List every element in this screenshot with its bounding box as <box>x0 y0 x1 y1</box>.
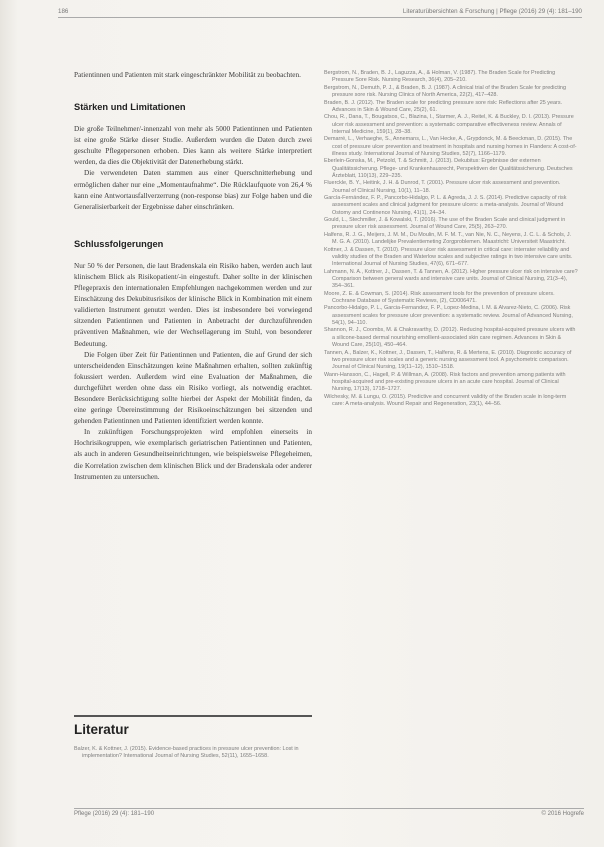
strengths-paragraph-2: Die verwendeten Daten stammen aus einer Querschnitterhebung und ermöglichen daher nur eine „Momentaufnahme“. Die Rücklaufquote von 26,4 % kann eine Antwortausfallverzerrung (non-response bias) zur Folge haben und die Generalisierbarkeit der Ergebnisse daher einschränken. <box>74 169 312 211</box>
literature-list-left <box>74 746 312 761</box>
page-footer <box>74 811 584 821</box>
section-heading-strengths: Stärken und Limitationen <box>74 102 186 113</box>
reference-item: Fluerckle, B. Y., Heitink, J. H. & Dunrod, T. (2001). Pressure ulcer risk assessment and prevention. Journal of Clinical Nursing, 10(1), 11–18. <box>324 180 561 194</box>
intro-paragraph: Patientinnen und Patienten mit stark eingeschränkter Mobilität zu beobachten. <box>74 71 301 79</box>
section-heading-conclusions: Schlussfolgerungen <box>74 238 164 249</box>
conclusions-paragraph-2: Die Folgen über Zeit für Patientinnen und Patienten, die auf Grund der sich unterscheidenden Einschätzungen keine Maßnahmen erhalten, sollten zukünftig fokussiert werden. Außerdem wird eine Evaluation der Maßnahmen, die durchgeführt werden ohne dass ein Risiko vorliegt, als notwendig erachtet. Besondere Berücksichtigung sollte hierbei der Aspekt der Mobilität finden, da eine geringe Übereinstimmung der Risikoeinschätzungen bei sitzenden und gehenden Patientinnen und Patienten identifiziert werden konnte. <box>74 350 312 426</box>
conclusions-paragraph-3: In zukünftigen Forschungsprojekten wird empfohlen einerseits in Hochrisikogruppen, wie exemplarisch geriatrischen Patientinnen und Patienten, als auch in anderen Gesundheitseinrichtungen, wie beispielsweise Pflegeheimen, die Korrelation zwischen dem klinischen Blick und der Bradenskala oder anderer Instrumenten zu untersuchen. <box>74 428 312 481</box>
footer-citation: Pflege (2016) 29 (4): 181–190 <box>74 811 155 817</box>
reference-item: Gould, L., Stechmiller, J. & Kowalski, T. (2016). The use of the Braden Scale and clinical judgment in pressure ulcer risk assessment. Journal of Wound Care, 25(5), 263–270. <box>324 217 566 231</box>
reference-item: Wann-Hansson, C., Hagell, P. & Willman, A. (2008). Risk factors and prevention among patients with hospital-acquired and pre-existing pressure ulcers in an acute care hospital. Journal of Clinical Nursing, 17(13), 1718–1727. <box>324 371 566 393</box>
literature-heading-bar <box>74 715 312 717</box>
journal-running-title: Literaturübersichten & Forschung | Pflege (2016) 29 (4): 181–190 <box>402 8 582 15</box>
reference-item: Demarré, L., Verhaeghe, S., Annemans, L., Van Hecke, A., Grypdonck, M. & Beeckman, D. (2015). The cost of pressure ulcer prevention and treatment in hospitals and nursing homes in Flanders: A cost-of-illness study. International Journal of Nursing Studies, 52(7), 1166–1179. <box>324 136 577 157</box>
header-rule <box>58 17 582 18</box>
right-column-references <box>324 70 578 408</box>
conclusions-paragraph-1: Nur 50 % der Personen, die laut Bradenskala ein Risiko haben, werden auch laut klinischem Blick als Risikopatient/-in eingestuft. Daher sollte in der klinischen Pflegepraxis den internationalen Empfehlungen nachgekommen werden und zur Einschätzung des Dekubitusrisikos der klinische Blick in Kombination mit einem validierten Instrument genutzt werden. Dies ist insbesondere bei vorwiegend sitzenden Patientinnen und Patienten in Anbetracht der durchzuführenden präventiven Maßnahmen, wie der Wechsellagerung im Stuhl, von besonderer Bedeutung. <box>74 261 312 348</box>
reference-item: Pancorbo-Hidalgo, P. L., Garcia-Fernandez, F. P., Lopez-Medina, I. M. & Alvarez-Nieto, C. (2006). Risk assessment scales for pressure ulcer prevention: a systematic review. Journal of Advanced Nursing, 54(1), 94–110. <box>324 305 573 326</box>
reference-item: Kottner, J. & Dassen, T. (2010). Pressure ulcer risk assessment in critical care: interrater reliability and validity studies of the Braden and Waterlow scales and subjective ratings in two intensive care units. International Journal of Nursing Studies, 47(6), 671–677. <box>324 246 573 268</box>
reference-item: Halfens, R. J. G., Meijers, J. M. M., Du Moulin, M. F. M. T., van Nie, N. C., Neyens, J. C. L. & Schols, J. M. G. A. (2010). Landelijke Prevalentiemeting Zorgproblemen. Maastricht: Universiteit Maastricht. <box>324 231 572 246</box>
footer-rule <box>74 808 584 809</box>
literature-heading: Literatur <box>74 722 129 737</box>
reference-item: Chou, R., Dana, T., Bougatsos, C., Blazina, I., Starmer, A. J., Reitel, K. & Buckley, D. I. (2013). Pressure ulcer risk assessment and prevention: a systematic comparative effectiveness review. Annals of Internal Medicine, 159(1), 28–38. <box>324 114 574 135</box>
reference-item: Balzer, K. & Kottner, J. (2015). Evidence-based practices in pressure ulcer prevention: Lost in implementation? International Journal of Nursing Studies, 52(11), 1655–1658. <box>74 746 299 760</box>
reference-item: Braden, B. J. (2012). The Braden scale for predicting pressure sore risk: Reflections after 25 years. Advances in Skin & Wound Care, 25(2), 61. <box>324 99 563 113</box>
strengths-paragraph-1: Die große Teilnehmer/-innenzahl von mehr als 5000 Patientinnen und Patienten ist eine große Stärke dieser Studie. Außerdem wurden die Daten durch zwei geschulte Pflegepersonen erhoben. Dies kann als weitere Stärke interpretiert werden, da dies die Objektivität der Datenerhebung stärkt. <box>74 125 312 167</box>
reference-item: Wilchesky, M. & Lungu, O. (2015). Predictive and concurrent validity of the Braden scale in long-term care: A meta-analysis. Wound Repair and Regeneration, 23(1), 44–56. <box>324 393 567 407</box>
page-number: 186 <box>58 8 69 15</box>
footer-copyright: © 2016 Hogrefe <box>541 811 584 817</box>
reference-item: Bergstrom, N., Braden, B. J., Laguzza, A., & Holman, V. (1987). The Braden Scale for Predicting Pressure Sore Risk. Nursing Research, 36(4), 205–210. <box>324 70 556 84</box>
reference-item: Tannen, A., Balzer, K., Kottner, J., Dassen, T., Halfens, R. & Mertens, E. (2010). Diagnostic accuracy of two pressure ulcer risk scales and a generic nursing assessment tool. A psychometric comparison. Journal of Clinical Nursing, 19(11–12), 1510–1518. <box>324 349 572 371</box>
reference-item: Shannon, R. J., Coombs, M. & Chakravarthy, D. (2012). Reducing hospital-acquired pressure ulcers with a silicone-based dermal nourishing emollient-associated skin care regimen. Advances in Skin & Wound Care, 25(10), 450–464. <box>324 327 576 349</box>
reference-item: Eberlein-Gonska, M., Petzold, T. & Schmitt, J. (2013). Dekubitus: Ergebnisse der externen Qualitätssicherung. Pflege- und Krankenhausrecht, Perspektiven der Qualitätssicherung. Deutsches Ärzteblatt, 110(13), 229–235. <box>324 158 573 179</box>
reference-item: Moore, Z. E. & Cowman, S. (2014). Risk assessment tools for the prevention of pressure ulcers. Cochrane Database of Systematic Reviews, (2), CD006471. <box>324 290 555 304</box>
reference-item: García-Fernández, F. P., Pancorbo-Hidalgo, P. L. & Agreda, J. J. S. (2014). Predictive capacity of risk assessment scales and clinical judgment for pressure ulcers: a meta-analysis. Journal of Wound Ostomy and Continence Nursing, 41(1), 24–34. <box>324 195 567 216</box>
left-column <box>74 70 312 483</box>
reference-item: Bergstrom, N., Demuth, P. J., & Braden, B. J. (1987). A clinical trial of the Braden Scale for predicting pressure sore risk. Nursing Clinics of North America, 22(2), 417–428. <box>324 84 566 99</box>
reference-item: Lahmann, N. A., Kottner, J., Dassen, T. & Tannen, A. (2012). Higher pressure ulcer risk on intensive care? Comparison between general wards and intensive care units. Journal of Clinical Nursing, 21(3–4), 354–361. <box>324 268 578 290</box>
